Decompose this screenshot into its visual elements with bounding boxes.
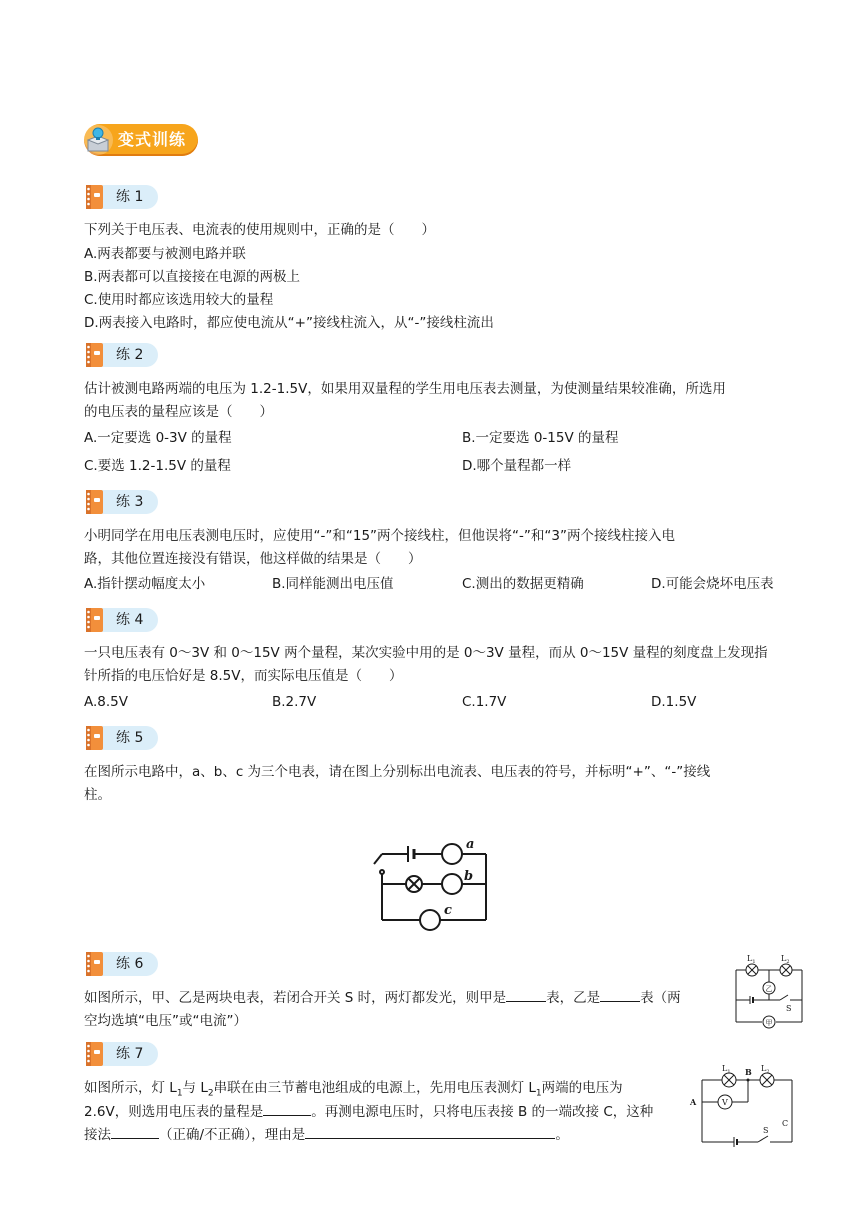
option-b: B.两表都可以直接接在电源的两极上 [84,269,301,285]
answer-blank-range[interactable] [263,1101,311,1116]
node-label-c: C [782,1119,789,1128]
section-badge [84,124,198,156]
lamp-label-l2: $L_2$ [781,954,790,965]
option-d: D.哪个量程都一样 [462,458,572,474]
question-stem-line1: 小明同学在用电压表测电压时，应使用“-”和“15”两个接线柱，但他误将“-”和“3”两个接线柱接入电 [84,528,675,544]
notebook-icon [84,951,104,977]
option-a: A.两表都要与被测电路并联 [84,246,246,262]
notebook-icon [84,489,104,515]
option-b: B.一定要选 0-15V 的量程 [462,430,619,446]
switch-label-s: S [786,1004,792,1013]
question-stem-line1: 一只电压表有 0～3V 和 0～15V 两个量程，某次实验中用的是 0～3V 量程，而从 0～15V 量程的刻度盘上发现指 [84,645,768,661]
notebook-icon [84,725,104,751]
lamp-label-l2: $L_2$ [761,1064,770,1075]
option-d: D.两表接入电路时，都应使电流从“+”接线柱流入，从“-”接线柱流出 [84,315,494,331]
switch-label-s: S [763,1126,769,1135]
answer-blank-correct[interactable] [111,1124,159,1139]
meter-label-jia: 甲 [765,1019,773,1027]
notebook-icon [84,342,104,368]
node-label-a: A [690,1097,697,1107]
practice-label-4: 练 4 [84,607,158,633]
notebook-icon [84,607,104,633]
meter-label-b: b [464,869,474,884]
lamp-label-l1: $L_1$ [722,1064,731,1075]
notebook-icon [84,184,104,210]
question-stem-line1: 如图所示，灯 $L_1$与 $L_2$串联在由三节蓄电池组成的电源上，先用电压表测灯 $L_1$两端的电压为 [84,1080,623,1099]
circuit-diagram-meters-abc [368,834,494,934]
option-d: D.1.5V [651,694,697,710]
option-c: C.使用时都应该选用较大的量程 [84,292,274,308]
question-stem-line2: 空均选填“电压”或“电流”） [84,1013,247,1029]
option-d: D.可能会烧坏电压表 [651,576,774,592]
answer-blank-2[interactable] [600,987,640,1002]
option-a: A.一定要选 0-3V 的量程 [84,430,232,446]
question-stem: 下列关于电压表、电流表的使用规则中，正确的是（ ） [84,222,435,238]
question-stem-line2: 柱。 [84,787,111,803]
meter-label-a: a [466,837,475,852]
circuit-diagram-series-lamps [688,1060,800,1152]
practice-label-2: 练 2 [84,342,158,368]
question-stem-line2: 路，其他位置连接没有错误，他这样做的结果是（ ） [84,551,422,567]
option-c: C.要选 1.2-1.5V 的量程 [84,458,231,474]
practice-label-5: 练 5 [84,725,158,751]
question-stem-line2: 的电压表的量程应该是（ ） [84,404,273,420]
option-a: A.指针摆动幅度太小 [84,576,206,592]
meter-label-yi: 乙 [765,985,773,993]
answer-blank-1[interactable] [506,987,546,1002]
practice-label-3: 练 3 [84,489,158,515]
option-c: C.测出的数据更精确 [462,576,584,592]
question-stem-line1: 估计被测电路两端的电压为 1.2-1.5V，如果用双量程的学生用电压表去测量，为使测量结果较准确，所选用 [84,381,726,397]
section-title: 变式训练 [118,130,187,149]
lightbulb-box-icon [82,124,114,156]
option-b: B.2.7V [272,694,317,710]
node-label-b: B [745,1067,752,1077]
meter-label-c: c [444,903,452,918]
lamp-label-l1: $L_1$ [747,954,756,965]
option-a: A.8.5V [84,694,128,710]
circuit-diagram-two-lamps [728,950,808,1032]
question-stem-line3: 接法 （正确/不正确），理由是 。 [84,1124,569,1146]
option-b: B.同样能测出电压值 [272,576,394,592]
question-stem-line1: 如图所示，甲、乙是两块电表，若闭合开关 S 时，两灯都发光，则甲是 表，乙是 表（两 [84,987,681,1009]
notebook-icon [84,1041,104,1067]
answer-blank-reason[interactable] [305,1124,555,1139]
option-c: C.1.7V [462,694,507,710]
practice-label-1: 练 1 [84,184,158,210]
question-stem-line2: 针所指的电压恰好是 8.5V，而实际电压值是（ ） [84,668,403,684]
practice-label-7: 练 7 [84,1041,158,1067]
voltmeter-label-v: V [722,1098,728,1107]
question-stem-line2: 2.6V，则选用电压表的量程是 。再测电源电压时，只将电压表接 B 的一端改接 C，这种 [84,1101,653,1123]
question-stem-line1: 在图所示电路中，a、b、c 为三个电表，请在图上分别标出电流表、电压表的符号，并标明“+”、“-”接线 [84,764,711,780]
practice-label-6: 练 6 [84,951,158,977]
